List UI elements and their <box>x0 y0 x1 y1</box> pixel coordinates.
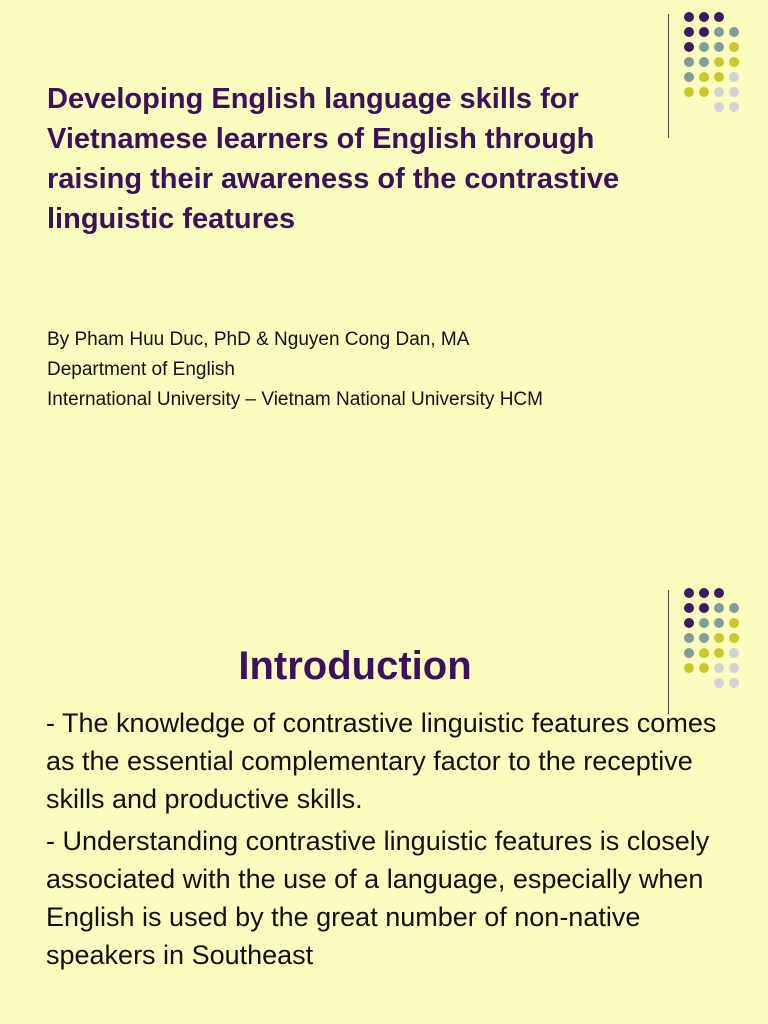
decorative-dot <box>729 633 739 643</box>
bullet-list <box>46 704 736 978</box>
introduction-slide <box>0 576 768 1024</box>
bullet-item: - Understanding contrastive linguistic features is closely associated with the use of a language, especially when English is used by the great number of non-native speakers in Southeast <box>46 826 710 970</box>
decorative-divider-line <box>668 14 669 138</box>
decorative-dot <box>699 87 709 97</box>
decorative-dot <box>729 663 739 673</box>
decorative-dot <box>684 72 694 82</box>
decorative-dot <box>699 27 709 37</box>
decorative-dot <box>729 87 739 97</box>
decorative-dot <box>714 27 724 37</box>
decorative-dot <box>714 663 724 673</box>
decorative-dot <box>684 12 694 22</box>
decorative-dot <box>729 42 739 52</box>
slide-title: Developing English language skills for Vietnamese learners of English through raising their awareness of the contrastive linguistic features <box>47 83 620 235</box>
decorative-dot <box>729 648 739 658</box>
decorative-dot <box>729 603 739 613</box>
decorative-dot <box>714 588 724 598</box>
decorative-dot <box>729 618 739 628</box>
decorative-dot <box>699 603 709 613</box>
decorative-dot <box>729 27 739 37</box>
decorative-dot <box>684 42 694 52</box>
decorative-dot <box>729 678 739 688</box>
decorative-dot <box>684 618 694 628</box>
author-names: By Pham Huu Duc, PhD & Nguyen Cong Dan, MA <box>47 329 470 350</box>
decorative-dot <box>684 27 694 37</box>
decorative-dot <box>714 12 724 22</box>
decorative-dot <box>729 102 739 112</box>
author-block <box>47 325 667 415</box>
decorative-dot <box>714 603 724 613</box>
section-title: Introduction <box>238 644 472 688</box>
decorative-dot <box>699 588 709 598</box>
decorative-dot <box>684 588 694 598</box>
decorative-dot <box>684 603 694 613</box>
decorative-dot <box>699 72 709 82</box>
decorative-dot <box>714 678 724 688</box>
university-name: International University – Vietnam National University HCM <box>47 389 543 410</box>
decorative-dot <box>699 42 709 52</box>
decorative-dot <box>714 57 724 67</box>
bullet-item: - The knowledge of contrastive linguistic features comes as the essential complementary factor to the receptive skills and productive skills. <box>46 708 717 814</box>
decorative-dot <box>714 72 724 82</box>
decorative-dot <box>729 72 739 82</box>
decorative-dot <box>699 12 709 22</box>
decorative-dot <box>714 648 724 658</box>
decorative-dot <box>714 102 724 112</box>
decorative-dot <box>714 633 724 643</box>
decorative-dot <box>729 57 739 67</box>
decorative-dot <box>684 87 694 97</box>
department-name: Department of English <box>47 359 235 380</box>
decorative-dot <box>714 87 724 97</box>
decorative-dot <box>714 42 724 52</box>
decorative-dot <box>699 618 709 628</box>
decorative-dot <box>714 618 724 628</box>
decorative-dot <box>684 57 694 67</box>
decorative-dot <box>699 57 709 67</box>
